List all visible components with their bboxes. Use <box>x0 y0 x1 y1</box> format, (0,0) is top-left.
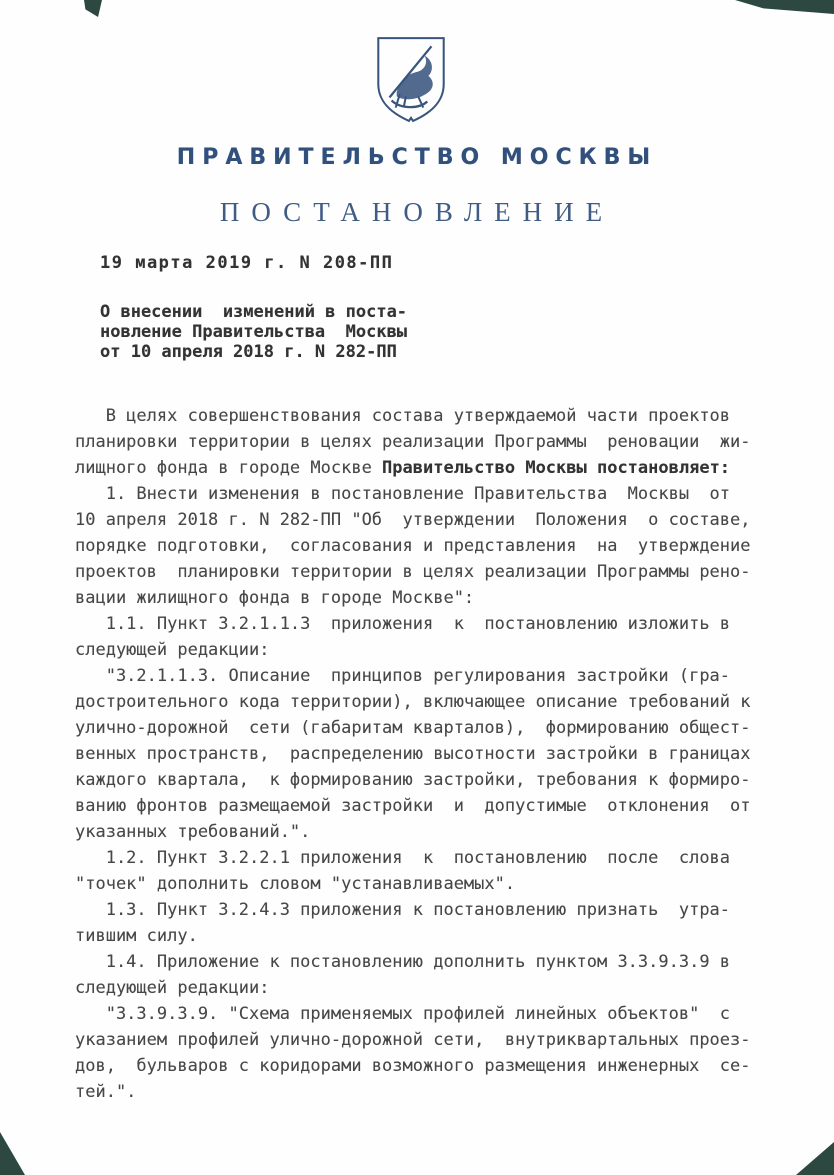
body-line <box>75 897 775 923</box>
subject-line: О внесении изменений в поста- <box>100 302 408 322</box>
body-line <box>75 741 775 767</box>
body-line <box>75 585 775 611</box>
body-line <box>75 481 775 507</box>
decree-title: ПОСТАНОВЛЕНИЕ <box>219 197 615 227</box>
body-text-segment: указанных требований.". <box>75 822 311 842</box>
body-line <box>75 611 775 637</box>
body-text-bold-segment: Правительство Москвы постановляет: <box>382 458 731 478</box>
body-text-segment: 10 апреля 2018 г. N 282-ПП "Об утверждении Положения о составе, <box>75 510 751 530</box>
body-text-segment: тей.". <box>75 1082 137 1102</box>
body-line <box>75 429 775 455</box>
body-text-segment: следующей редакции: <box>75 640 270 660</box>
body-text-segment: 1.4. Приложение к постановлению дополнить пунктом 3.3.9.3.9 в <box>75 952 731 972</box>
body-text-segment: следующей редакции: <box>75 978 270 998</box>
body-line <box>75 819 775 845</box>
decree-date-number: 19 марта 2019 г. N 208-ПП <box>100 253 394 273</box>
body-text-segment: каждого квартала, к формированию застройки, требования к формиро- <box>75 770 751 790</box>
body-line <box>75 507 775 533</box>
decree-body <box>75 403 775 1105</box>
body-text-segment: указанием профилей улично-дорожной сети, внутриквартальных проез- <box>75 1030 751 1050</box>
subject-line: от 10 апреля 2018 г. N 282-ПП <box>100 342 397 362</box>
body-line <box>75 715 775 741</box>
body-text-segment: венных пространств, распределению высотности застройки в границах <box>75 744 751 764</box>
body-text-segment: улично-дорожной сети (габаритам кварталов), формированию общест- <box>75 718 751 738</box>
body-line <box>75 975 775 1001</box>
body-line <box>75 1001 775 1027</box>
body-line <box>75 949 775 975</box>
body-text-segment: проектов планировки территории в целях реализации Программы рено- <box>75 562 751 582</box>
body-line <box>75 533 775 559</box>
scan-corner-artifact-bottom-left <box>0 1132 25 1175</box>
subject-block <box>100 302 407 362</box>
body-text-segment: 1. Внести изменения в постановление Правительства Москвы от <box>75 484 731 504</box>
body-line <box>75 403 775 429</box>
body-line <box>75 845 775 871</box>
body-text-segment: "3.2.1.1.3. Описание принципов регулирования застройки (гра- <box>75 666 731 686</box>
body-text-segment: 1.2. Пункт 3.2.2.1 приложения к постановлению после слова <box>75 848 731 868</box>
body-text-segment: вации жилищного фонда в городе Москве": <box>75 588 475 608</box>
government-title: ПРАВИТЕЛЬСТВО МОСКВЫ <box>176 145 658 170</box>
body-text-segment: 1.1. Пункт 3.2.1.1.3 приложения к постановлению изложить в <box>75 614 731 634</box>
body-line <box>75 767 775 793</box>
moscow-coat-of-arms-icon <box>372 33 450 125</box>
body-text-segment: В целях совершенствования состава утверждаемой части проектов <box>75 406 731 426</box>
subject-line: новление Правительства Москвы <box>100 322 408 342</box>
body-line <box>75 1027 775 1053</box>
body-text-segment: "3.3.9.3.9. "Схема применяемых профилей линейных объектов" с <box>75 1004 731 1024</box>
body-line <box>75 793 775 819</box>
body-text-segment: планировки территории в целях реализации Программы реновации жи- <box>75 432 751 452</box>
body-text-segment: тившим силу. <box>75 926 198 946</box>
body-line <box>75 455 775 481</box>
body-line <box>75 689 775 715</box>
body-line <box>75 923 775 949</box>
body-line <box>75 1079 775 1105</box>
body-text-segment: порядке подготовки, согласования и представления на утверждение <box>75 536 751 556</box>
body-line <box>75 1053 775 1079</box>
scan-corner-artifact-bottom-right <box>796 1142 834 1175</box>
body-line <box>75 559 775 585</box>
body-text-segment: дов, бульваров с коридорами возможного размещения инженерных се- <box>75 1056 751 1076</box>
body-text-segment: лищного фонда в городе Москве <box>75 458 383 478</box>
body-line <box>75 663 775 689</box>
body-line <box>75 637 775 663</box>
scan-corner-artifact-top-right <box>733 0 834 14</box>
scan-corner-artifact-top-left <box>84 0 102 17</box>
body-text-segment: ванию фронтов размещаемой застройки и допустимые отклонения от <box>75 796 751 816</box>
body-line <box>75 871 775 897</box>
body-text-segment: 1.3. Пункт 3.2.4.3 приложения к постановлению признать утра- <box>75 900 731 920</box>
body-text-segment: достроительного кода территории), включающее описание требований к <box>75 692 751 712</box>
body-text-segment: "точек" дополнить словом "устанавливаемых". <box>75 874 516 894</box>
